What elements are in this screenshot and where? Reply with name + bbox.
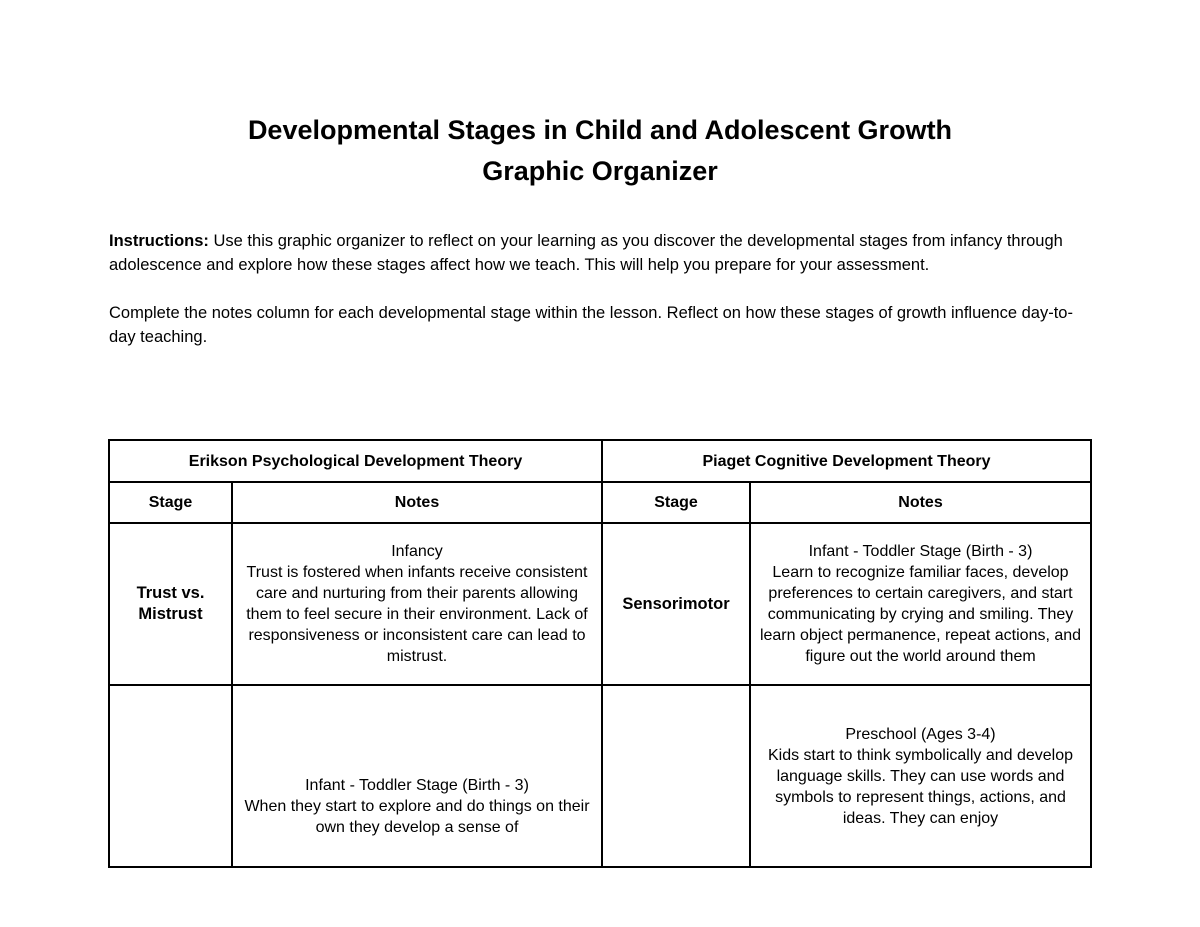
piaget-notes-cell: [750, 523, 1091, 685]
erikson-stage-line: Mistrust: [138, 605, 203, 623]
piaget-stage-column-header: Stage: [602, 482, 750, 523]
column-header-row: [109, 482, 1091, 523]
notes-heading: Preschool (Ages 3-4): [845, 725, 996, 743]
table-row: [109, 523, 1091, 685]
instructions-label: Instructions:: [109, 232, 209, 250]
erikson-stage-line: Trust vs.: [136, 584, 205, 602]
complete-paragraph: Complete the notes column for each developmental stage within the lesson. Reflect on how these stages of growth influence day-to-day teaching.: [109, 304, 1073, 346]
erikson-notes-cell: [232, 685, 602, 867]
notes-body: When they start to explore and do things on their own they develop a sense of: [244, 797, 590, 836]
notes-body: Learn to recognize familiar faces, develop preferences to certain caregivers, and start communicating by crying and smiling. They learn object permanence, repeat actions, and figure out the world around them: [759, 564, 1082, 665]
table-row: [109, 685, 1091, 867]
notes-body: Trust is fostered when infants receive consistent care and nurturing from their parents allowing them to feel secure in their environment. Lack of responsiveness or inconsistent care can lead to mistrust.: [246, 564, 588, 665]
erikson-stage-cell: [109, 523, 232, 685]
piaget-notes-cell: [750, 685, 1091, 867]
piaget-stage-cell: Sensorimotor: [602, 523, 750, 685]
instructions-block: [109, 229, 1099, 349]
erikson-stage-column-header: Stage: [109, 482, 232, 523]
erikson-notes-cell: [232, 523, 602, 685]
title-line-2: Graphic Organizer: [482, 156, 718, 186]
notes-heading: Infant - Toddler Stage (Birth - 3): [305, 776, 529, 794]
document-title: [0, 110, 1200, 192]
notes-body: Kids start to think symbolically and develop language skills. They can use words and symbols to represent things, actions, and ideas. They can enjoy: [767, 746, 1074, 827]
piaget-notes-column-header: Notes: [750, 482, 1091, 523]
instructions-paragraph: [109, 229, 1099, 277]
erikson-stage-cell: [109, 685, 232, 867]
erikson-notes-column-header: Notes: [232, 482, 602, 523]
piaget-header: Piaget Cognitive Development Theory: [602, 440, 1091, 482]
piaget-stage-cell: [602, 685, 750, 867]
notes-heading: Infant - Toddler Stage (Birth - 3): [808, 543, 1033, 560]
theory-header-row: [109, 440, 1091, 482]
instructions-text: Use this graphic organizer to reflect on your learning as you discover the developmental stages from infancy through adolescence and explore how these stages affect how we teach. This will help you prepare for your assessment.: [109, 232, 1063, 274]
organizer-table: [108, 439, 1092, 868]
title-line-1: Developmental Stages in Child and Adolescent Growth: [247, 115, 953, 145]
notes-heading: Infancy: [391, 543, 443, 560]
erikson-header: Erikson Psychological Development Theory: [109, 440, 602, 482]
